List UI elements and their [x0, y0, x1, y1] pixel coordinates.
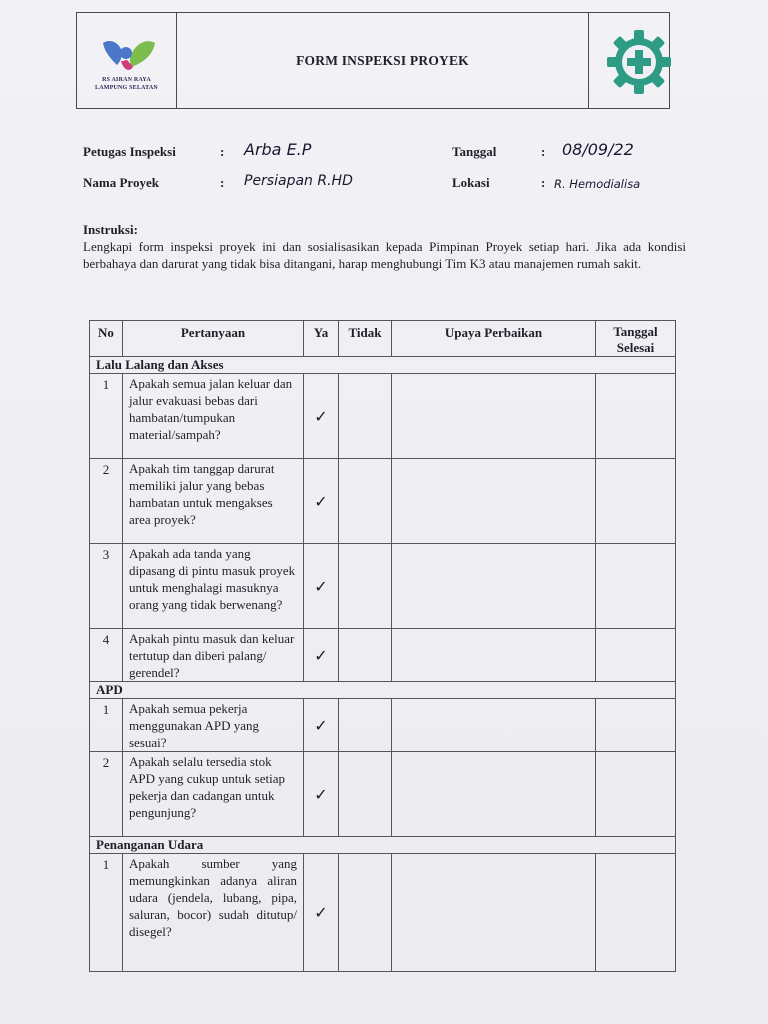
- row-upaya: [392, 459, 596, 544]
- header-no: No: [90, 321, 123, 357]
- row-upaya: [392, 544, 596, 629]
- row-tanggal: [596, 854, 676, 972]
- row-ya-check: ✓: [304, 544, 339, 629]
- form-title-cell: [177, 13, 589, 108]
- inspector-label: Petugas Inspeksi: [83, 144, 176, 159]
- date-colon: :: [541, 144, 546, 159]
- row-no: 1: [90, 374, 123, 459]
- row-no: 3: [90, 544, 123, 629]
- row-ya-check: ✓: [304, 752, 339, 837]
- hospital-logo-icon: [99, 37, 157, 75]
- row-no: 2: [90, 459, 123, 544]
- row-no: 2: [90, 752, 123, 837]
- inspector-value: Arba E.P: [244, 140, 312, 159]
- row-upaya: [392, 752, 596, 837]
- section-row: [90, 837, 676, 854]
- table-header-row: [90, 321, 676, 357]
- table-row: [90, 544, 676, 629]
- row-tidak: [339, 854, 392, 972]
- row-ya-check: ✓: [304, 459, 339, 544]
- project-label: Nama Proyek: [83, 175, 159, 190]
- row-tanggal: [596, 459, 676, 544]
- row-upaya: [392, 854, 596, 972]
- row-question: Apakah tim tanggap darurat memiliki jalur yang bebas hambatan untuk mengakses area proyek?: [123, 459, 304, 544]
- inspection-checklist-table: [89, 320, 676, 972]
- hospital-name-line1: RS AIRAN RAYA: [102, 77, 151, 83]
- row-tanggal: [596, 752, 676, 837]
- row-no: 1: [90, 699, 123, 752]
- row-tidak: [339, 699, 392, 752]
- row-tidak: [339, 459, 392, 544]
- row-question: Apakah ada tanda yang dipasang di pintu masuk proyek untuk menghalagi masuknya orang yang tidak berwenang?: [123, 544, 304, 629]
- header-ya: Ya: [304, 321, 339, 357]
- instructions-title: Instruksi:: [83, 222, 138, 237]
- row-question: Apakah semua jalan keluar dan jalur evakuasi bebas dari hambatan/tumpukan material/sampah?: [123, 374, 304, 459]
- row-tidak: [339, 629, 392, 682]
- location-value: R. Hemodialisa: [554, 177, 641, 191]
- row-question: Apakah sumber yang memungkinkan adanya aliran udara (jendela, lubang, pipa, saluran, bocor) sudah ditutup/ disegel?: [123, 854, 304, 972]
- row-tidak: [339, 752, 392, 837]
- row-tanggal: [596, 629, 676, 682]
- table-row: [90, 699, 676, 752]
- hospital-name-line2: LAMPUNG SELATAN: [95, 85, 158, 91]
- row-upaya: [392, 629, 596, 682]
- date-label: Tanggal: [452, 144, 497, 159]
- row-question: Apakah selalu tersedia stok APD yang cukup untuk setiap pekerja dan cadangan untuk pengunjung?: [123, 752, 304, 837]
- row-upaya: [392, 699, 596, 752]
- form-title: FORM INSPEKSI PROYEK: [296, 53, 469, 68]
- project-colon: :: [220, 175, 225, 190]
- hospital-logo-cell: [77, 13, 177, 108]
- form-header: [76, 12, 670, 109]
- inspector-colon: :: [220, 144, 225, 159]
- row-ya-check: ✓: [304, 854, 339, 972]
- table-row: [90, 459, 676, 544]
- row-no: 1: [90, 854, 123, 972]
- row-ya-check: ✓: [304, 699, 339, 752]
- k3-safety-gear-icon: [606, 29, 672, 95]
- row-question: Apakah semua pekerja menggunakan APD yang sesuai?: [123, 699, 304, 752]
- row-tidak: [339, 544, 392, 629]
- location-colon: :: [541, 175, 546, 190]
- row-question: Apakah pintu masuk dan keluar tertutup dan diberi palang/ gerendel?: [123, 629, 304, 682]
- section-row: [90, 682, 676, 699]
- row-tanggal: [596, 374, 676, 459]
- section-title-lalu-lalang: Lalu Lalang dan Akses: [90, 357, 676, 374]
- row-ya-check: ✓: [304, 374, 339, 459]
- row-tidak: [339, 374, 392, 459]
- section-title-apd: APD: [90, 682, 676, 699]
- row-tanggal: [596, 544, 676, 629]
- header-upaya-perbaikan: Upaya Perbaikan: [392, 321, 596, 357]
- row-no: 4: [90, 629, 123, 682]
- table-row: [90, 752, 676, 837]
- k3-logo-cell: [589, 13, 669, 108]
- date-value: 08/09/22: [562, 140, 634, 159]
- row-ya-check: ✓: [304, 629, 339, 682]
- project-value: Persiapan R.HD: [244, 173, 353, 189]
- instructions-text: Lengkapi form inspeksi proyek ini dan sosialisasikan kepada Pimpinan Proyek setiap hari. Jika ada kondisi berbahaya dan darurat yang tidak bisa ditangani, harap menghubungi Tim K3 atau manajemen rumah sakit.: [83, 239, 686, 271]
- row-upaya: [392, 374, 596, 459]
- table-row: [90, 629, 676, 682]
- table-row: [90, 374, 676, 459]
- section-row: [90, 357, 676, 374]
- header-pertanyaan: Pertanyaan: [123, 321, 304, 357]
- table-row: [90, 854, 676, 972]
- header-tanggal-selesai: Tanggal Selesai: [596, 321, 676, 357]
- header-tidak: Tidak: [339, 321, 392, 357]
- location-label: Lokasi: [452, 175, 490, 190]
- row-tanggal: [596, 699, 676, 752]
- section-title-penanganan-udara: Penanganan Udara: [90, 837, 676, 854]
